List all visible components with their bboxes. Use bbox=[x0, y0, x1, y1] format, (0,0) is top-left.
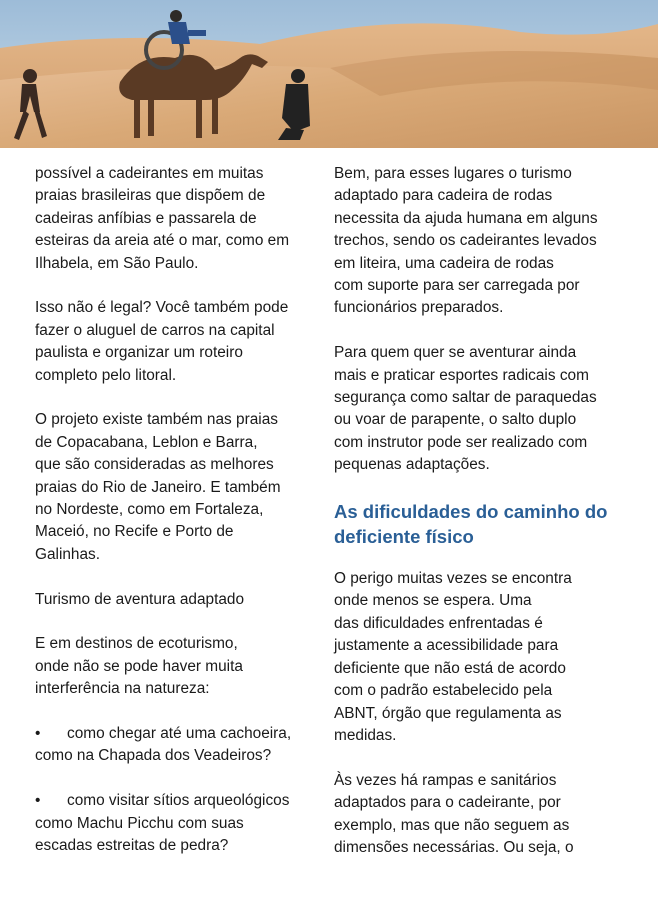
bullet-text: como chegar até uma cachoeira, como na Chapada dos Veadeiros? bbox=[35, 725, 292, 765]
hero-photo bbox=[0, 0, 658, 148]
bullet-item bbox=[35, 790, 320, 857]
paragraph: O perigo muitas vezes se encontra onde menos se espera. Uma das dificuldades enfrentadas é justamente a acessibilidade para deficiente que não está de acordo com o padrão estabelecido pela ABNT, órgão que regulamenta as medidas. bbox=[334, 570, 572, 744]
left-column bbox=[35, 163, 320, 880]
paragraph: Isso não é legal? Você também pode fazer o aluguel de carros na capital paulista e organizar um roteiro completo pelo litoral. bbox=[35, 299, 289, 384]
paragraph: Às vezes há rampas e sanitários adaptados para o cadeirante, por exemplo, mas que não seguem as dimensões necessárias. Ou seja, o bbox=[334, 771, 574, 856]
paragraph: O projeto existe também nas praias de Copacabana, Leblon e Barra, que são consideradas as melhores praias do Rio de Janeiro. E também no Nordeste, como em Fortaleza, Maceió, no Recife e Porto de Galinhas. bbox=[35, 411, 281, 563]
bullet-text: como visitar sítios arqueológicos como Machu Picchu com suas escadas estreitas de pedra? bbox=[35, 792, 290, 855]
bullet-icon: • bbox=[35, 725, 41, 743]
right-column bbox=[334, 163, 626, 882]
paragraph: possível a cadeirantes em muitas praias brasileiras que dispõem de cadeiras anfíbias e passarela de esteiras da areia até o mar, como em Ilhabela, em São Paulo. bbox=[35, 165, 290, 272]
bullet-item bbox=[35, 723, 320, 768]
section-heading: As dificuldades do caminho do deficiente físico bbox=[334, 501, 608, 548]
subheading-adventure-tourism: Turismo de aventura adaptado bbox=[35, 590, 245, 608]
paragraph: Bem, para esses lugares o turismo adaptado para cadeira de rodas necessita da ajuda humana em alguns trechos, sendo os cadeirantes levados em liteira, uma cadeira de rodas com suporte para ser carregada por funcionários preparados. bbox=[334, 165, 598, 317]
paragraph: Para quem quer se aventurar ainda mais e praticar esportes radicais com segurança como saltar de paraquedas ou voar de parapente, o salto duplo com instrutor pode ser realizado com pequenas adaptações. bbox=[334, 344, 597, 474]
bullet-icon: • bbox=[35, 792, 41, 810]
desert-camel-image bbox=[0, 0, 658, 148]
paragraph: E em destinos de ecoturismo, onde não se pode haver muita interferência na natureza: bbox=[35, 635, 243, 698]
